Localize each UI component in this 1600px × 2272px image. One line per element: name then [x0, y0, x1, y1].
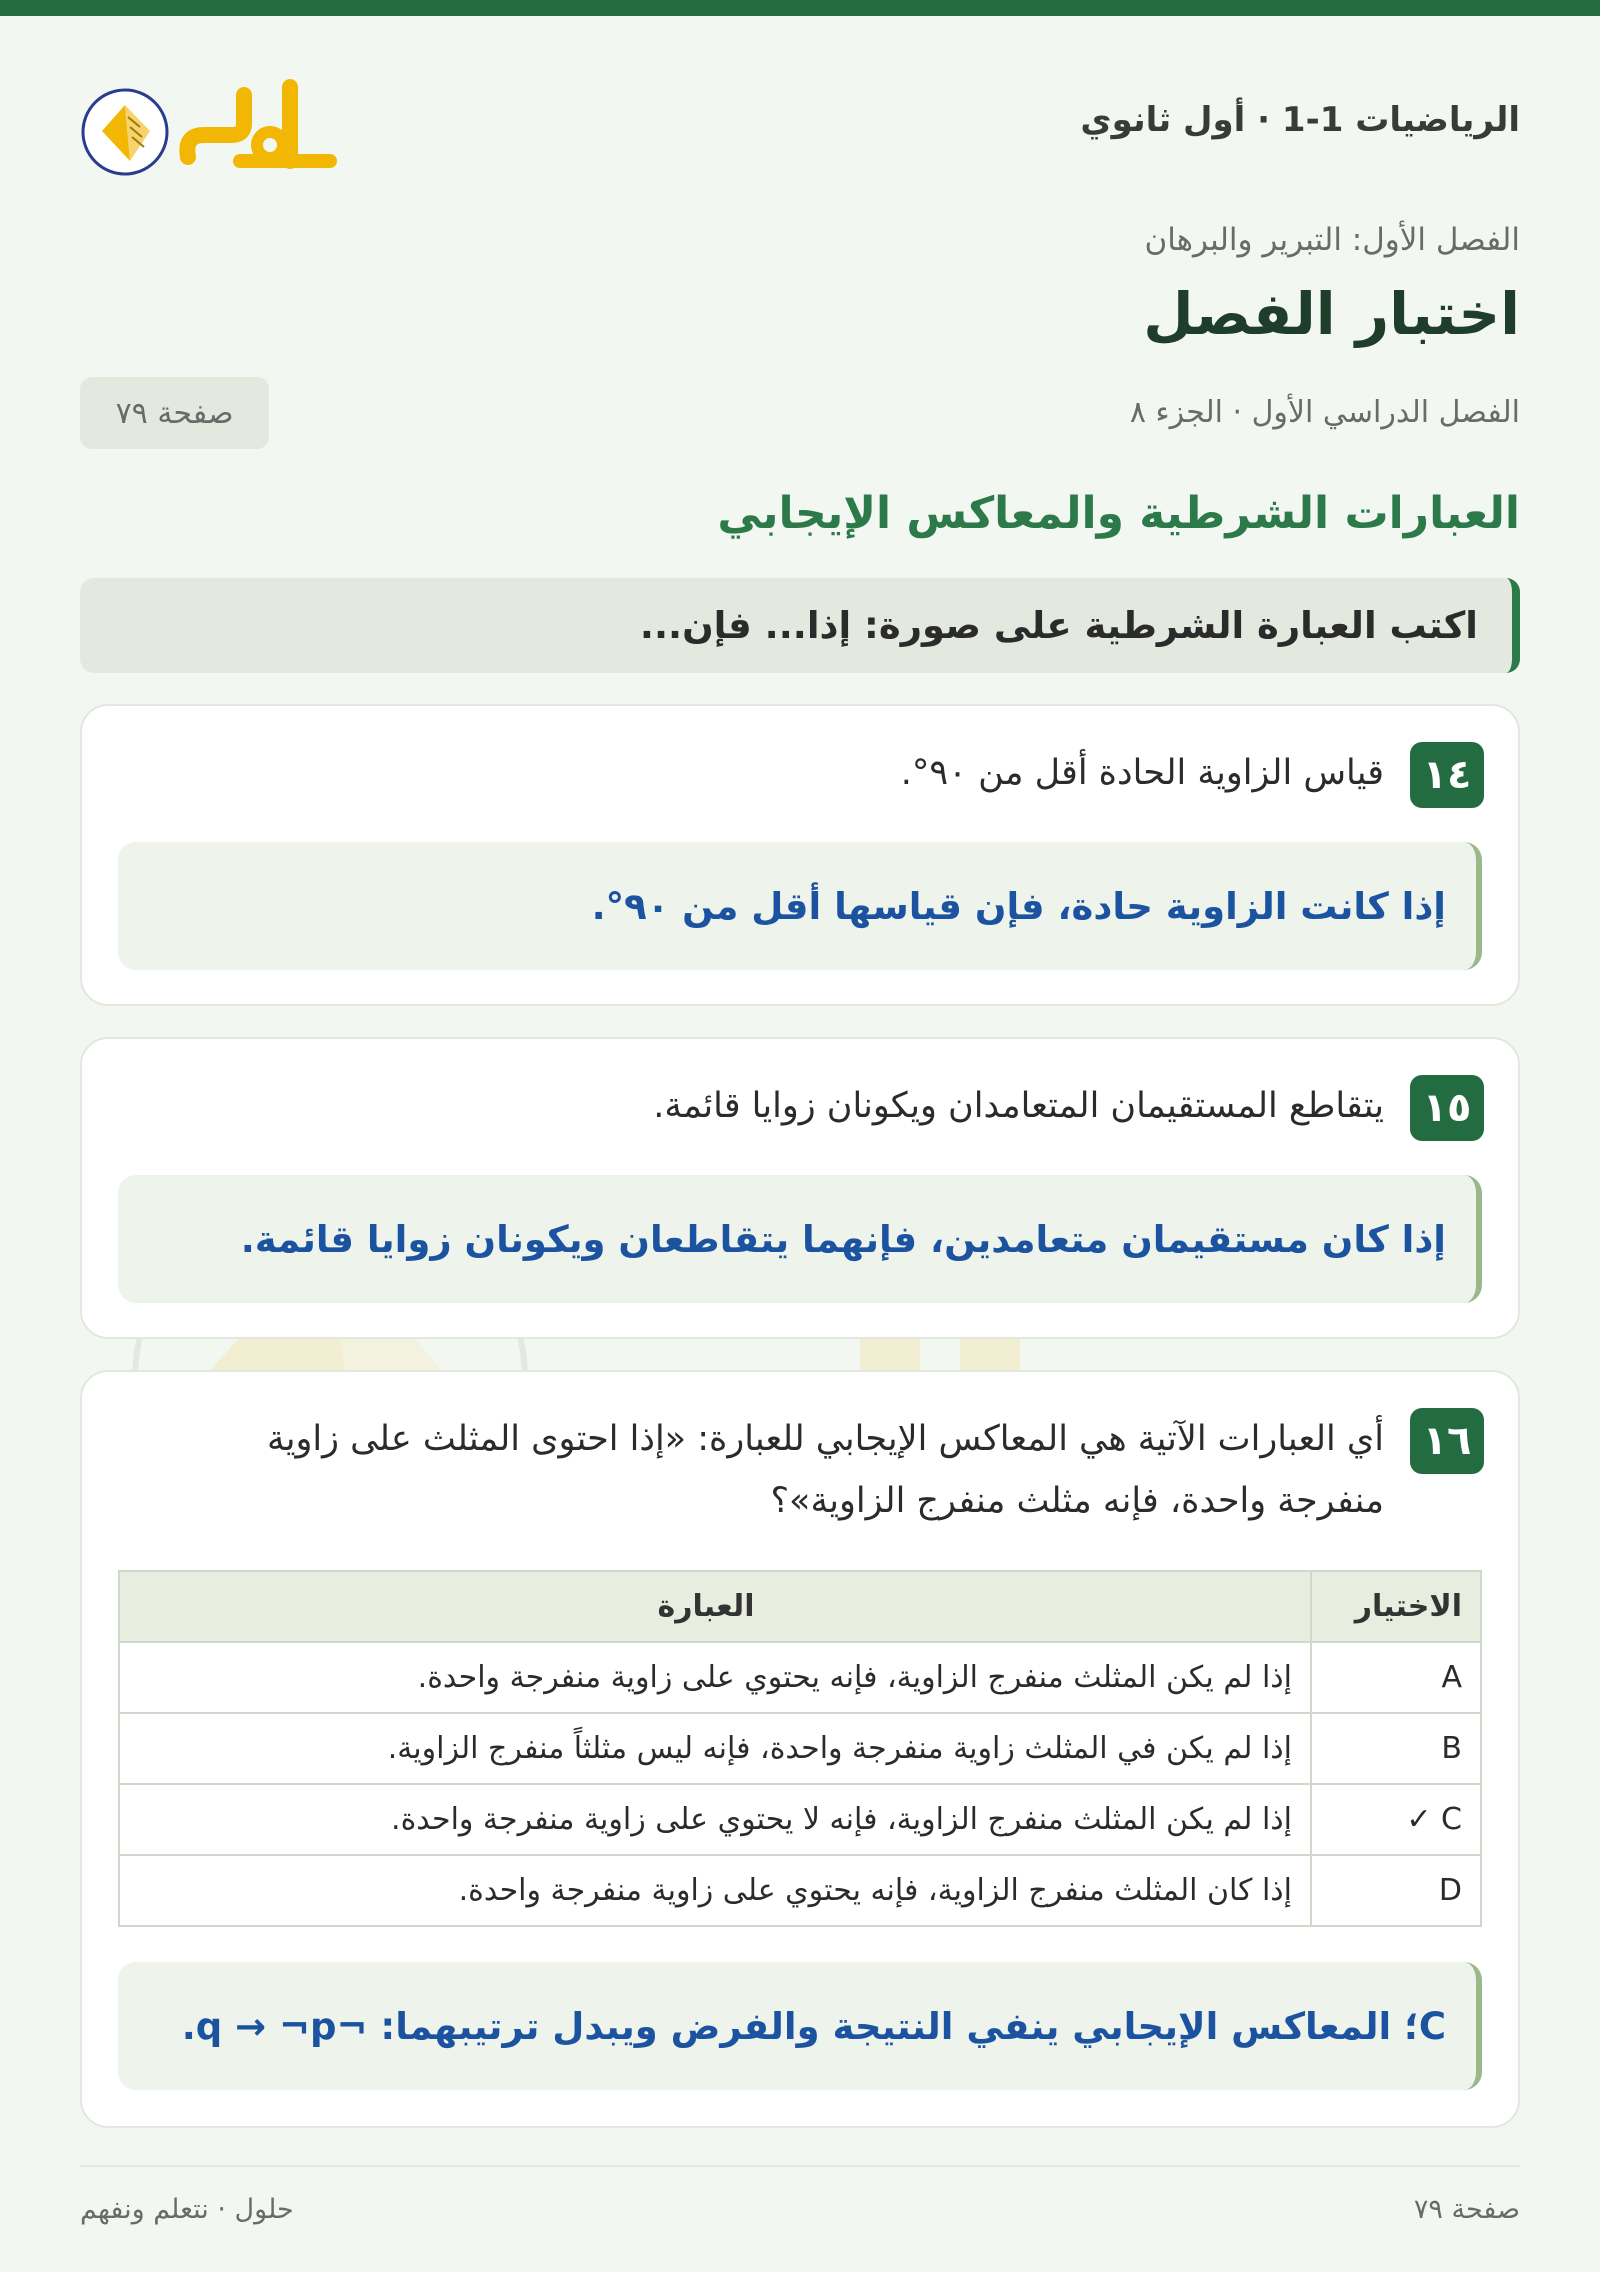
instruction-banner: اكتب العبارة الشرطية على صورة: إذا... فإن...	[80, 578, 1520, 673]
question-row	[212, 1075, 1484, 1141]
answer-box: إذا كانت الزاوية حادة، فإن قياسها أقل من ٩٠°.	[118, 842, 1482, 970]
term-label: الفصل الدراسي الأول · الجزء ٨	[1129, 395, 1520, 430]
question-card-16	[80, 1370, 1520, 2128]
column-header-choice: الاختيار	[1311, 1571, 1481, 1642]
table-row[interactable]	[119, 1855, 1481, 1926]
question-text: يتقاطع المستقيمان المتعامدان ويكونان زوايا قائمة.	[653, 1086, 1384, 1126]
choices-table	[118, 1570, 1482, 1927]
column-header-statement: العبارة	[119, 1571, 1311, 1642]
footer-brand: حلول · نتعلم ونفهم	[80, 2194, 294, 2225]
table-row[interactable]	[119, 1713, 1481, 1784]
page-header	[80, 60, 1520, 180]
answer-box: إذا كان مستقيمان متعامدين، فإنهما يتقاطعان ويكونان زوايا قائمة.	[118, 1175, 1482, 1303]
course-title: الرياضيات 1-1 · أول ثانوي	[1080, 100, 1520, 140]
footer-page-number: صفحة ٧٩	[1413, 2194, 1520, 2225]
choice-text: إذا كان المثلث منفرج الزاوية، فإنه يحتوي على زاوية منفرجة واحدة.	[119, 1855, 1311, 1926]
brand-logo[interactable]	[80, 65, 360, 180]
choice-key: B	[1311, 1713, 1481, 1784]
footer-divider	[80, 2165, 1520, 2167]
choice-text: إذا لم يكن في المثلث زاوية منفرجة واحدة، فإنه ليس مثلثاً منفرج الزاوية.	[119, 1713, 1311, 1784]
page-title: اختبار الفصل	[1143, 280, 1520, 348]
question-text: أي العبارات الآتية هي المعاكس الإيجابي للعبارة: «إذا احتوى المثلث على زاوية منفرجة واحدة، فإنه مثلث منفرج الزاوية»؟	[266, 1419, 1384, 1521]
top-accent-bar	[0, 0, 1600, 16]
question-card-15	[80, 1037, 1520, 1339]
page-badge: صفحة ٧٩	[80, 377, 269, 449]
table-row[interactable]	[119, 1784, 1481, 1855]
choice-key: D	[1311, 1855, 1481, 1926]
question-number: ١٤	[1410, 742, 1484, 808]
question-card-14	[80, 704, 1520, 1006]
question-row	[212, 742, 1484, 808]
choice-key: C ✓	[1311, 1784, 1481, 1855]
section-heading: العبارات الشرطية والمعاكس الإيجابي	[717, 488, 1520, 539]
choice-key: A	[1311, 1642, 1481, 1713]
question-row	[212, 1408, 1484, 1532]
question-number: ١٥	[1410, 1075, 1484, 1141]
answer-box: C؛ المعاكس الإيجابي ينفي النتيجة والفرض ويبدل ترتيبهما: ¬q → ¬p.	[118, 1962, 1482, 2090]
question-text: قياس الزاوية الحادة أقل من ٩٠°.	[900, 753, 1384, 793]
table-row[interactable]	[119, 1642, 1481, 1713]
choice-text: إذا لم يكن المثلث منفرج الزاوية، فإنه لا يحتوي على زاوية منفرجة واحدة.	[119, 1784, 1311, 1855]
table-header-row	[119, 1571, 1481, 1642]
chapter-label: الفصل الأول: التبرير والبرهان	[1144, 222, 1520, 258]
question-number: ١٦	[1410, 1408, 1484, 1474]
choice-text: إذا لم يكن المثلث منفرج الزاوية، فإنه يحتوي على زاوية منفرجة واحدة.	[119, 1642, 1311, 1713]
logo-icon	[80, 65, 360, 180]
